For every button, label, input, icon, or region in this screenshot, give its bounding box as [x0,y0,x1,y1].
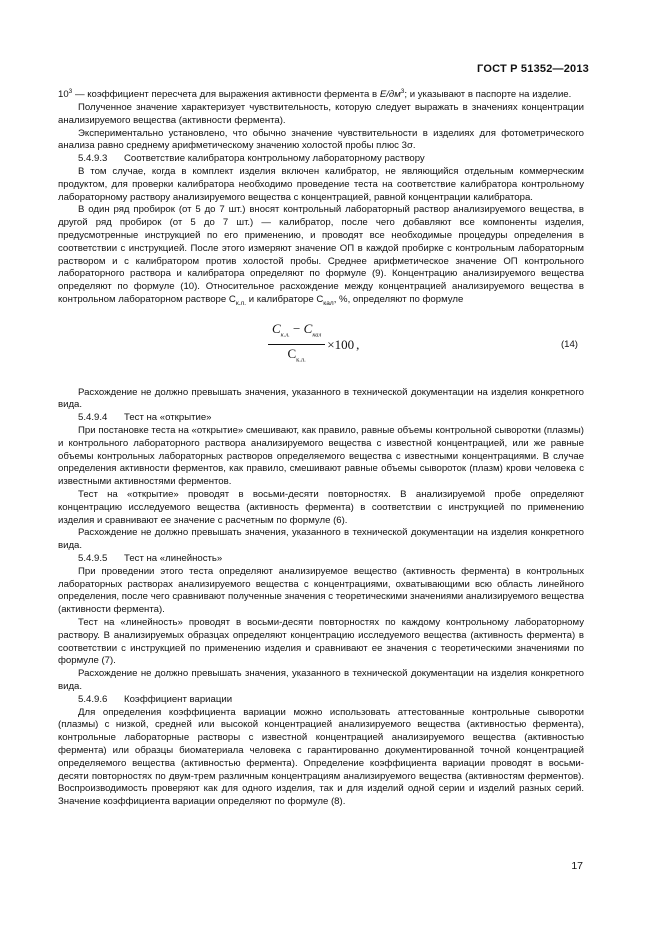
paragraph: Расхождение не должно превышать значения, указанного в технической документации на изделия конкретного вида. [58,386,584,411]
section-heading-5-4-9-5: 5.4.9.5 Тест на «линейность» [78,553,223,564]
paragraph: Для определения коэффициента вариации можно использовать аттестованные контрольные сыворотки (плазмы) с низкой, средней или высокой концентрацией анализируемого вещества (активностью фермента), контрольные лабораторные растворы с известной концентрацией анализируемого вещества (активностью фермента) или образцы биоматериала человека с гарантированно документированной точной концентрацией определяемого вещества (активностью фермента). Определение коэффициента вариации проводят в восьми-десяти повторностях по двум-трем различным концентрациям анализируемого вещества (активностям ферментов). Воспроизводимость проверяют как для одного изделия, так и для изделий одной серии и изделий разных серий. Значение коэффициента вариации определяют по формуле (8). [58,706,584,808]
paragraph: Тест на «линейность» проводят в восьми-десяти повторностях по каждому контрольному лабораторному раствору. В анализируемых образцах определяют концентрацию исследуемого вещества (активность фермента) в соответствии с инструкцией по применению изделия и сравнивают ее значения с теоретическими значениями по формуле (7). [58,616,584,667]
paragraph: Полученное значение характеризует чувствительность, которую следует выражать в значениях концентрации анализируемого вещества (активности фермента). [58,101,584,126]
formula-14 [58,319,584,381]
coefficient-definition: $10^3$ — коэффициент пересчета для выражения активности фермента в $Е/дм^3$; и указывают в паспорте на изделие. [58,88,572,101]
paragraph: При постановке теста на «открытие» смешивают, как правило, равные объемы контрольной сыворотки (плазмы) и контрольного лабораторного раствора анализируемого вещества с известной концентрацией, или же равные объемы контрольных лабораторных растворов определяемого вещества с известными концентрациями. В случае определения активности ферментов, как правило, смешивают равные объемы сывороток (плазм) крови человека с известными активностями ферментов. [58,425,584,488]
paragraph: Расхождение не должно превышать значения, указанного в технической документации на изделия конкретного вида. [58,527,584,552]
section-heading-5-4-9-3: 5.4.9.3 Соответствие калибратора контрольному лабораторному раствору [78,153,425,165]
section-heading-5-4-9-6: 5.4.9.6 Коэффициент вариации [78,693,233,705]
section-heading-5-4-9-4: 5.4.9.4 Тест на «открытие» [78,412,212,424]
paragraph: Расхождение не должно превышать значения, указанного в технической документации на изделия конкретного вида. [58,668,584,692]
formula-fraction [268,320,325,368]
formula-numerator: $C_{к.л.} - C_{кал}$ [268,323,325,345]
paragraph: При проведении этого теста определяют анализируемое вещество (активность фермента) в контрольных лабораторных растворах анализируемого вещества с концентрациями, охватывающими всю область линейного определения, после чего сравнивают полученные значения с теоретическими значениями анализируемого вещества (активности фермента). [58,565,584,616]
paragraph: В один ряд пробирок (от 5 до 7 шт.) вносят контрольный лабораторный раствор анализируемого вещества, в другой ряд пробирок (от 5 до 7 шт.) — калибратор, после чего добавляют все компоненты изделия, предусмотренные инструкцией по его применению, и проводят все необходимые процедуры определения в соответствии с инструкцией. После этого измеряют значение ОП в каждой пробирке с контрольным лабораторным раствором и с калибратором против холостой пробы. Среднее арифметическое значение ОП контрольного лабораторного раствора и калибратора определяют по формуле (9). Концентрацию анализируемого вещества определяют по формуле (10). Относительное расхождение между концентрацией анализируемого вещества в контрольном лабораторном растворе $С_{к.л.}$ и калибраторе $С_{кал}$, %, определяют по формуле [58,204,584,307]
paragraph: Экспериментально установлено, что обычно значение чувствительности в изделиях для фотометрического анализа равно среднему арифметическому значению холостой пробы плюс 3σ. [58,127,584,152]
paragraph: Тест на «открытие» проводят в восьми-десяти повторностях. В анализируемой пробе определяют концентрацию исследуемого вещества (активность фермента) в соответствии с инструкцией по применению изделия и сравнивают ее значение с расчетным по формуле (6). [58,489,584,526]
document-header: ГОСТ Р 51352—2013 [477,63,589,75]
formula-denominator: $C_{к.л.}$ [287,346,306,364]
page-number: 17 [571,860,583,872]
formula-number: (14) [560,338,578,350]
paragraph: В том случае, когда в комплект изделия включен калибратор, не являющийся отдельным коммерческим продуктом, для проверки калибратора необходимо проведение теста на соответствие калибратора контрольному лабораторному раствору анализируемого вещества с концентрацией, равной концентрации калибратора. [58,165,584,203]
page-content [58,86,584,809]
formula-expression: $\frac{C_{к.л.} - C_{кал}}{C_{к.л.}}$ ×100 , [268,323,359,368]
